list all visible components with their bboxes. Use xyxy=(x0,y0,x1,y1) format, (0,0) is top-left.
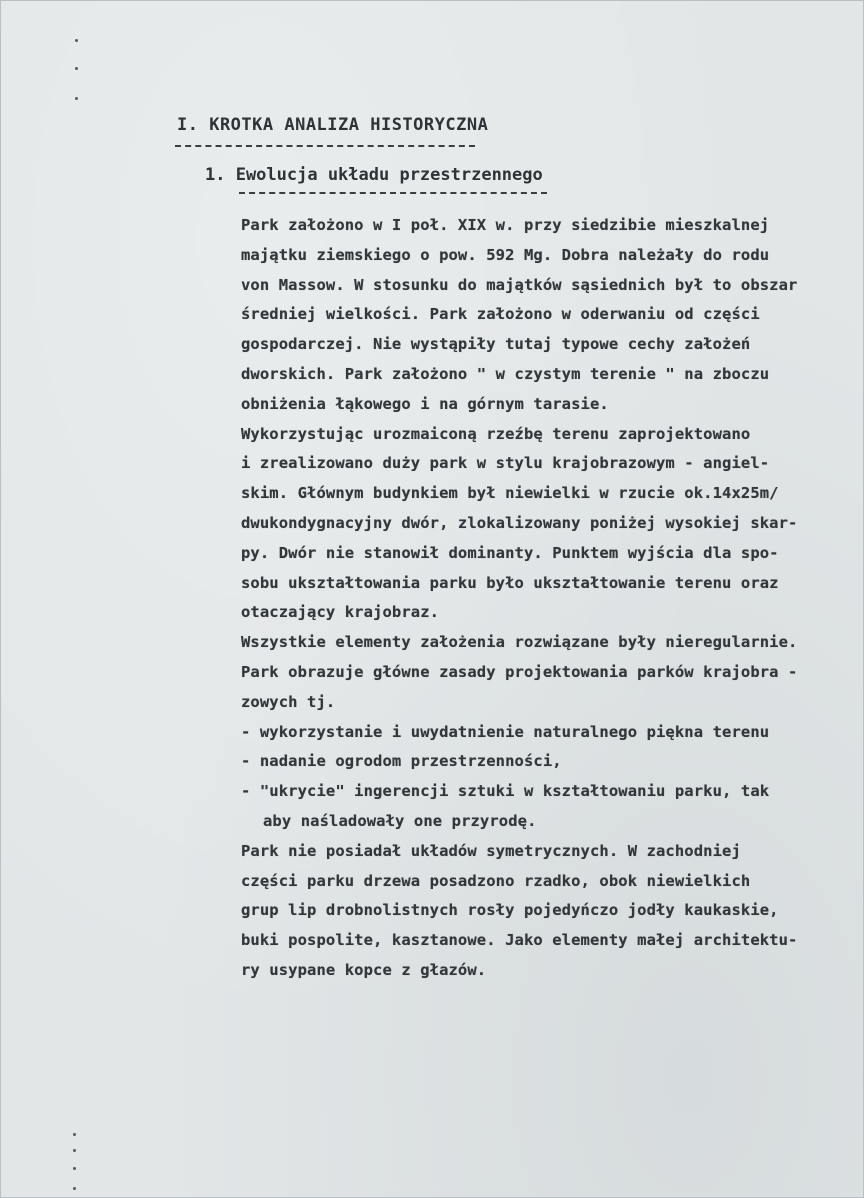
subsection-title: 1. Ewolucja układu przestrzennego xyxy=(205,165,543,185)
text-line: gospodarczej. Nie wystąpiły tutaj typowe cechy założeń xyxy=(241,335,751,354)
section-title-underline xyxy=(175,145,475,147)
text-line: Park obrazuje główne zasady projektowania parków krajobra - xyxy=(241,662,798,681)
binder-mark xyxy=(75,67,78,70)
list-item: - nadanie ogrodom przestrzenności, xyxy=(241,752,562,771)
text-line: Park założono w I poł. XIX w. przy siedzibie mieszkalnej xyxy=(241,216,770,234)
text-line: i zrealizowano duży park w stylu krajobrazowym - angiel- xyxy=(241,454,770,473)
text-line: dworskich. Park założono " w czystym terenie " na zboczu xyxy=(241,364,770,383)
text-line: Wykorzystując urozmaiconą rzeźbę terenu zaprojektowano xyxy=(241,424,751,443)
text-line: grup lip drobnolistnych rosły pojedyńczo jodły kaukaskie, xyxy=(241,901,779,920)
list-item-continuation: aby naśladowały one przyrodę. xyxy=(263,811,537,830)
text-line: Wszystkie elementy założenia rozwiązane były nieregularnie. xyxy=(241,633,798,652)
text-line: otaczający krajobraz. xyxy=(241,603,440,622)
text-line: części parku drzewa posadzono rzadko, obok niewielkich xyxy=(241,871,751,890)
text-line: średniej wielkości. Park założono w oderwaniu od części xyxy=(241,305,760,324)
body-text xyxy=(241,211,861,986)
list-item: - "ukrycie" ingerencji sztuki w kształtowaniu parku, tak xyxy=(241,782,770,801)
list-item: - wykorzystanie i uwydatnienie naturalnego piękna terenu xyxy=(241,722,770,741)
text-line: ry usypane kopce z głazów. xyxy=(241,960,487,979)
binder-mark xyxy=(73,1133,76,1136)
text-line: sobu ukształtowania parku było ukształtowanie terenu oraz xyxy=(241,573,779,592)
binder-mark xyxy=(75,97,78,100)
text-line: buki pospolite, kasztanowe. Jako elementy małej architektu- xyxy=(241,931,798,950)
binder-mark xyxy=(73,1167,76,1170)
text-line: dwukondygnacyjny dwór, zlokalizowany poniżej wysokiej skar- xyxy=(241,513,798,532)
text-line: obniżenia łąkowego i na górnym tarasie. xyxy=(241,394,609,413)
subsection-title-underline xyxy=(239,192,547,194)
text-line: von Massow. W stosunku do majątków sąsiednich był to obszar xyxy=(241,275,798,294)
binder-mark xyxy=(75,39,78,42)
text-line: skim. Głównym budynkiem był niewielki w rzucie ok.14x25m/ xyxy=(241,484,779,503)
section-title: I. KROTKA ANALIZA HISTORYCZNA xyxy=(177,115,489,135)
text-line: majątku ziemskiego o pow. 592 Mg. Dobra należały do rodu xyxy=(241,245,770,264)
text-line: Park nie posiadał układów symetrycznych. W zachodniej xyxy=(241,841,741,860)
text-line: py. Dwór nie stanowił dominanty. Punktem wyjścia dla spo- xyxy=(241,543,779,562)
binder-mark xyxy=(73,1187,76,1190)
binder-mark xyxy=(73,1149,76,1152)
text-line: zowych tj. xyxy=(241,692,336,711)
